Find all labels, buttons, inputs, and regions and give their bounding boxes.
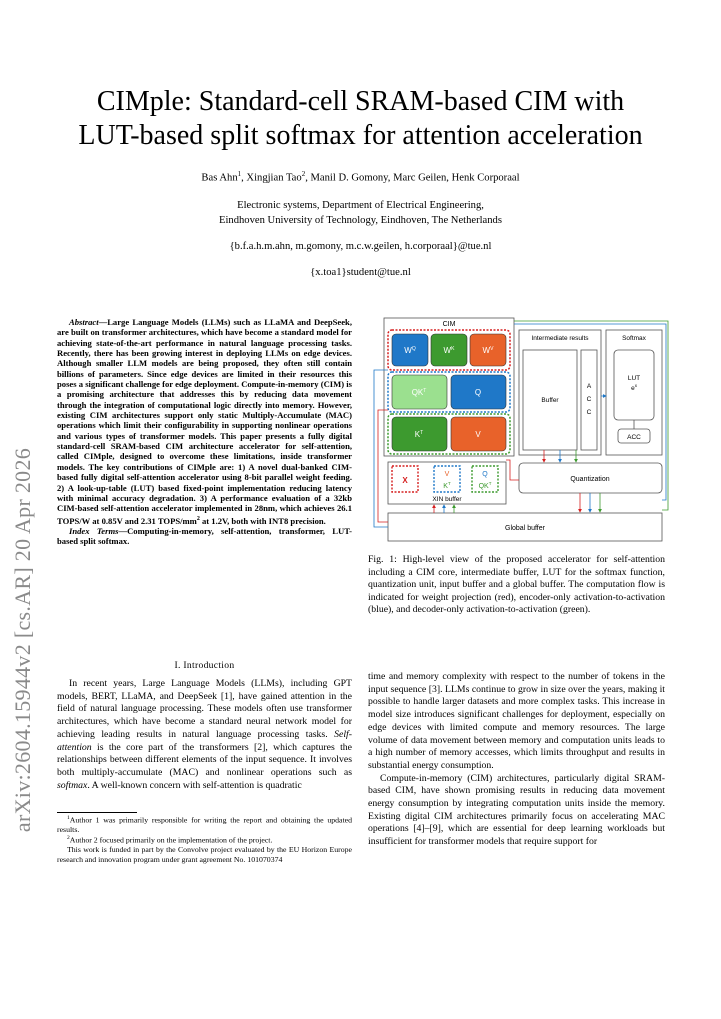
arxiv-watermark: arXiv:2604.15944v2 [cs.AR] 20 Apr 2026: [10, 447, 35, 833]
wk-text: $W^K$: [443, 346, 455, 355]
xin-v: V: [444, 471, 450, 478]
wv-text: $W^V$: [482, 346, 494, 355]
affiliation: [40, 198, 681, 228]
email-line-2: {x.toa1}student@tue.nl: [310, 267, 411, 278]
intermediate-label: Intermediate results: [531, 335, 589, 342]
abstract-text: —Large Language Models (LLMs) such as LLaMA and DeepSeek, are built on transformer architectures, which have become a standard model for achieving state-of-the-art performance in natural language processing tasks. Recently, there has been growing interest in deploying LLMs on edge devices. Although smaller LLM models are being proposed, they often still contain billions of parameters. Since edge devices are limited in their resources this poses a significant challenge for edge deployment. Compute-in-memory (CIM) is a promising architecture that addresses this by reducing data movement through the integration of computational logic directly into memory. However, existing CIM architectures support only static Multiply-Accumulate (MAC) operations which limit their configurability in supporting nonlinear operations and various types of transformer models. This paper presents a fully digital standard-cell SRAM-based CIM architecture accelerator for self-attention, called CIMple, designed to overcome these limitations, inside transformer models. The key contributions of CIMple are: 1) A novel dual-banked CIM-based fully digital self-attention accelerator using 8-bit parallel weight feeding. 2) A look-up-table (LUT) based fixed-point implementation reducing latency with minimal accuracy degradation. 3) A performance evaluation of a 32kb CIM-based self-attention accelerator implemented in 28nm, which achieves 26.1 TOPS/W at 0.85V and 2.31 TOPS/mm: [57, 317, 352, 526]
paper-title: [40, 85, 681, 153]
abstract-label: Abstract: [69, 317, 99, 327]
qkt-text: $QK^T$: [411, 388, 427, 397]
abstract-tail: at 1.2V, both with INT8 precision.: [199, 515, 326, 526]
author-1-mark: 1: [237, 170, 242, 178]
lut-ex: $e^x$: [631, 383, 637, 392]
lut-label: LUT: [627, 375, 641, 382]
figure-1-diagram: [364, 310, 669, 548]
kt-text: $K^T$: [414, 430, 424, 439]
index-terms-label: Index Terms: [69, 525, 119, 536]
footnote-2-mark: 2: [67, 835, 70, 842]
title-line-2: LUT-based split softmax for attention acceleration: [78, 120, 643, 151]
section-heading: I. Introduction: [174, 660, 235, 671]
right-paragraph-2: Compute-in-memory (CIM) architectures, particularly digital SRAM-based CIM, have shown promising results in reducing data movement energy consumption by integrating computation units inside the memory. Existing digital CIM architectures primarily focus on accelerating MAC operations [4]–[9], which are essential for deep learning workloads but insufficient for transformer models that require support for: [368, 772, 665, 848]
global-buffer-label: Global buffer: [505, 525, 545, 532]
index-terms-text: —Computing-in-memory, self-attention, transformer, LUT-based split softmax.: [57, 525, 352, 547]
intro-em-1: Self-attention: [57, 728, 352, 753]
acc-letter-2: C: [586, 396, 592, 403]
affiliation-line-1: Electronic systems, Department of Electrical Engineering,: [237, 200, 484, 211]
intro-em-2: softmax: [57, 779, 88, 791]
xin-qkt: $QK^T$: [478, 481, 492, 490]
quantization-label: Quantization: [570, 476, 610, 483]
acc-letter-3: C: [586, 409, 592, 416]
acc-label: ACC: [627, 434, 641, 441]
figure-caption: Fig. 1: High-level view of the proposed accelerator for self-attention including a CIM core, intermediate buffer, LUT for the softmax function, quantization unit, input buffer and a global buffer. The computation flow is indicated for weight projection (red), encoder-only activation-to-activation (blue), and decoder-only activation-to-activation (green).: [368, 554, 665, 616]
author-1: Bas Ahn: [201, 172, 238, 184]
footnote-2: Author 2 focused primarily on the implementation of the project.: [69, 836, 273, 845]
other-authors: , Manil D. Gomony, Marc Geilen, Henk Corporaal: [305, 172, 520, 184]
intro-text-2: is the core part of the transformers [2], which captures the relationships between different elements of the input sequence. It involves both multiply-accumulate (MAC) and nonlinear operations such as: [57, 741, 352, 778]
footnote-1-mark: 1: [67, 815, 70, 821]
q-text: Q: [474, 388, 482, 397]
footnote-1: Author 1 was primarily responsible for writing the report and obtaining the updated results.: [57, 815, 352, 834]
acc-letter-1: A: [586, 383, 592, 390]
author-2: Xingjian Tao: [246, 172, 302, 184]
intro-text-1: In recent years, Large Language Models (LLMs), including GPT models, BERT, LLaMA, and DeepSeek [1], have gained attention in the field of natural language processing. These models often use transformer architectures, which have become a standard neural network model for achieving leading results in natural language processing tasks.: [57, 678, 352, 740]
author-list: Bas Ahn$^1$, Xingjian Tao$^2$, Manil D. Gomony, Marc Geilen, Henk Corporaal: [201, 170, 520, 184]
email-line-1: {b.f.a.h.m.ahn, m.gomony, m.c.w.geilen, h.corporaal}@tue.nl: [229, 241, 492, 252]
abstract: [57, 317, 352, 546]
title-line-1: CIMple: Standard-cell SRAM-based CIM with: [96, 86, 625, 117]
xin-x: X: [402, 476, 408, 485]
author-2-mark: 2: [301, 170, 306, 178]
buffer-label: Buffer: [541, 397, 559, 404]
xin-kt: $K^T$: [443, 481, 451, 490]
footnote-rule: [57, 812, 137, 813]
right-column-text: [368, 671, 665, 849]
cim-label: CIM: [442, 321, 456, 328]
intro-text-3: . A well-known concern with self-attention is quadratic: [87, 779, 302, 791]
affiliation-line-2: Eindhoven University of Technology, Eindhoven, The Netherlands: [219, 215, 502, 226]
v-text: V: [475, 430, 481, 439]
footnote-3: This work is funded in part by the Convolve project evaluated by the EU Horizon Europe research and innovation program under grant agreement No. 101070374: [57, 845, 352, 864]
xin-label: XIN buffer: [432, 496, 462, 503]
intro-paragraph: [57, 678, 352, 792]
softmax-label: Softmax: [622, 335, 646, 342]
wq-text: $W^Q$: [404, 346, 416, 355]
footnotes: [57, 814, 352, 864]
right-paragraph-1: time and memory complexity with respect to the number of tokens in the input sequence [3]. LLMs continue to grow in size over the years, making it possible to handle larger datasets and more complex tasks. This increase in model size introduces significant challenges for deployment, especially on edge devices with limited compute and memory resources. The large volume of data movement between memory and computation units leads to a high number of memory accesses, which limits throughput and results in substantial energy consumption.: [368, 671, 665, 771]
abstract-sup: 2: [196, 515, 200, 522]
xin-q: Q: [482, 471, 488, 478]
